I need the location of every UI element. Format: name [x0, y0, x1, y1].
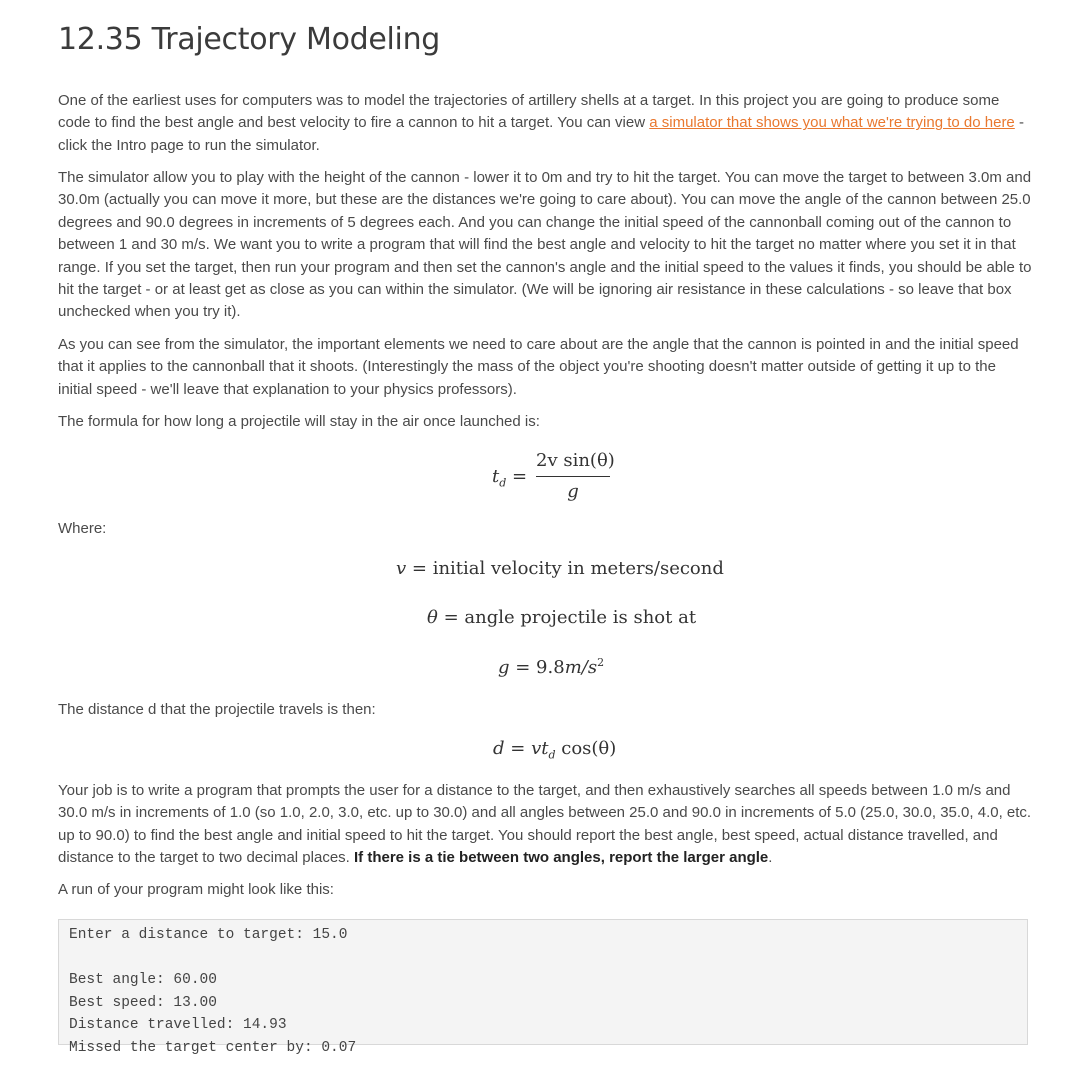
- time-formula-denominator: g: [567, 481, 579, 502]
- distance-intro: The distance d that the projectile travels is then:: [58, 701, 376, 718]
- tie-rule: If there is a tie between two angles, report the larger angle: [354, 849, 769, 867]
- intro-text-before: One of the earliest uses for computers was to model the trajectories of artillery shells at a target. In this project you are going to produce some code to find the best angle and best velocity to fire a cannon to hit a target. You can view: [58, 92, 1000, 132]
- code-line: Best angle: 60.00: [69, 972, 217, 989]
- sample-run-intro: A run of your program might look like this:: [58, 881, 334, 898]
- intro-text-after: - click the Intro page to run the simulator.: [58, 114, 1024, 154]
- task-text: Your job is to write a program that prompts the user for a distance to the target, and then exhaustively searches all speeds between 1.0 m/s and 30.0 m/s in increments of 1.0 (so 1.0, 2.0, 3.0, etc. up to 30.0) and all angles between 25.0 and 90.0 in increments of 5.0 (25.0, 30.0, 35.0, 4.0, etc. up to 90.0) to find the best angle and initial speed to hit the target. You should report the best angle, best speed, actual distance travelled, and distance to the target to two decimal places.: [58, 782, 1032, 867]
- simulator-paragraph: The simulator allow you to play with the height of the cannon - lower it to 0m and try to hit the target. You can move the target to between 3.0m and 30.0m (actually you can move it more, but these are the distances we're going to care about). You can move the angle of the cannon between 25.0 degrees and 90.0 degrees in increments of 5 degrees each. And you can change the initial speed of the cannonball coming out of the cannon to between 1 and 30 m/s. We want you to write a program that will find the best angle and velocity to hit the target no matter where you set it in that range. If you set the target, then run your program and then set the cannon's angle and the initial speed to the values it finds, you should be able to hit the target - or at least get as close as you can within the simulator. (We will be ignoring air resistance in these calculations - so leave that box unchecked when you try it).: [58, 169, 1032, 321]
- gravity-definition: $g = 9.8m/s^2$: [498, 656, 605, 678]
- time-formula-lhs: $t_d$ =: [492, 466, 528, 490]
- code-line: Missed the target center by: 0.07: [69, 1039, 357, 1056]
- formula-intro: The formula for how long a projectile will stay in the air once launched is:: [58, 413, 540, 430]
- task-paragraph: Your job is to write a program that prompts the user for a distance to the target, and then exhaustively searches all speeds between 1.0 m/s and 30.0 m/s in increments of 1.0 (so 1.0, 2.0, 3.0, etc. up to 30.0) and all angles between 25.0 and 90.0 in increments of 5.0 (25.0, 30.0, 35.0, 4.0, etc. up to 90.0) to find the best angle and initial speed to hit the target. You should report the best angle, best speed, actual distance travelled, and distance to the target to two decimal places. If there is a tie between two angles, report the larger angle.: [58, 782, 1032, 867]
- where-label: Where:: [58, 520, 107, 537]
- simulator-link[interactable]: a simulator that shows you what we're trying to do here: [649, 114, 1015, 132]
- time-formula-numerator: 2v sin(θ): [536, 450, 615, 471]
- angle-definition: θ = angle projectile is shot at: [427, 607, 697, 628]
- velocity-definition: v = initial velocity in meters/second: [396, 558, 724, 579]
- elements-paragraph: As you can see from the simulator, the important elements we need to care about are the angle that the cannon is pointed in and the initial speed that it applies to the cannonball that it shoots. (Interestingly the mass of the object you're shooting doesn't matter outside of getting it up to the initial speed - we'll leave that explanation to your physics professors).: [58, 336, 1019, 398]
- code-line: Best speed: 13.00: [69, 994, 217, 1011]
- fraction-bar: [536, 476, 610, 477]
- distance-formula: $d = vt_d$ cos(θ): [493, 738, 617, 762]
- code-line: Distance travelled: 14.93: [69, 1017, 287, 1034]
- code-line: Enter a distance to target: 15.0: [69, 927, 348, 943]
- code-line: [69, 947, 1017, 970]
- sample-output-code-block: [58, 919, 1028, 1056]
- intro-paragraph: [58, 90, 1033, 157]
- page-title: 12.35 Trajectory Modeling: [58, 22, 441, 57]
